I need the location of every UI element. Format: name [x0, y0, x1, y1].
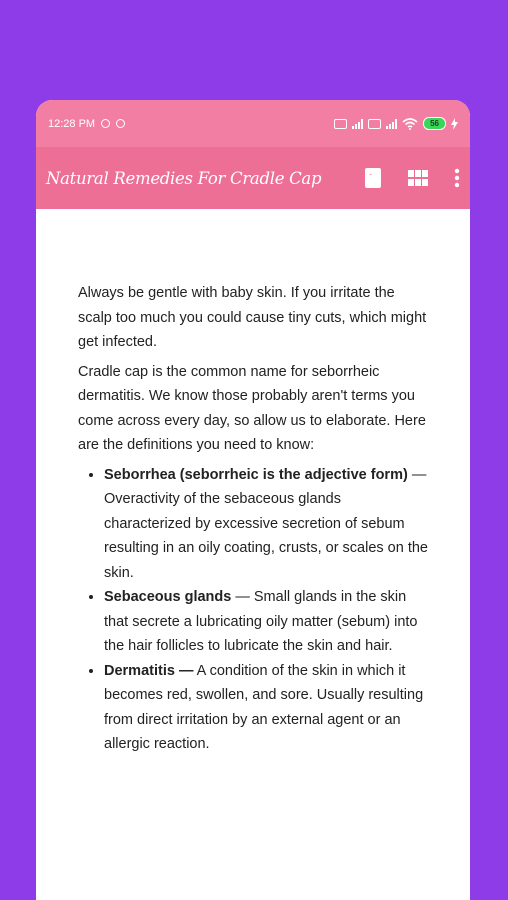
sim2-icon: [368, 119, 381, 129]
definition-list: [78, 463, 428, 757]
definition-text: A condition of the skin in which it becomes red, swollen, and sore. Usually resulting from direct irritation by an external agent or an allergic reaction.: [104, 662, 424, 752]
sim1-icon: [334, 119, 347, 129]
list-item: [104, 463, 428, 586]
paragraph: Always be gentle with baby skin. If you irritate the scalp too much you could cause tiny cuts, which might get infected.: [78, 285, 427, 350]
definition-text: — Overactivity of the sebaceous glands characterized by excessive secretion of sebum resulting in an oily coating, crusts, or scales on the skin.: [104, 466, 428, 581]
definition-text: — Small glands in the skin that secrete a lubricating oily matter (sebum) into the hair follicles to lubricate the skin and hair.: [104, 589, 418, 654]
more-vert-icon[interactable]: [454, 168, 460, 188]
battery-icon: 56: [423, 117, 446, 130]
sync-icon: [101, 119, 110, 128]
app-title: Natural Remedies For Cradle Cap: [46, 168, 322, 188]
definition-term: Sebaceous glands: [104, 589, 232, 605]
definition-term: Dermatitis —: [104, 662, 194, 679]
grid-icon[interactable]: [408, 170, 428, 186]
charging-icon: [451, 118, 458, 130]
vpn-icon: [116, 119, 125, 128]
list-item: [104, 659, 428, 757]
status-bar: [36, 100, 470, 147]
paragraph: Cradle cap is the common name for seborrheic dermatitis. We know those probably aren't terms you come across every day, so allow us to elaborate. Here are the definitions you need to know:: [78, 363, 426, 453]
signal1-icon: [352, 119, 363, 129]
wifi-icon: [402, 118, 418, 130]
status-time: 12:28 PM: [48, 117, 96, 130]
app-bar: [36, 147, 470, 209]
definition-term: Seborrhea (seborrheic is the adjective form): [104, 466, 408, 483]
phone-screen: [36, 100, 470, 900]
article-content: [36, 209, 470, 757]
book-icon[interactable]: [364, 167, 382, 189]
list-item: [104, 585, 428, 659]
signal2-icon: [386, 119, 397, 129]
